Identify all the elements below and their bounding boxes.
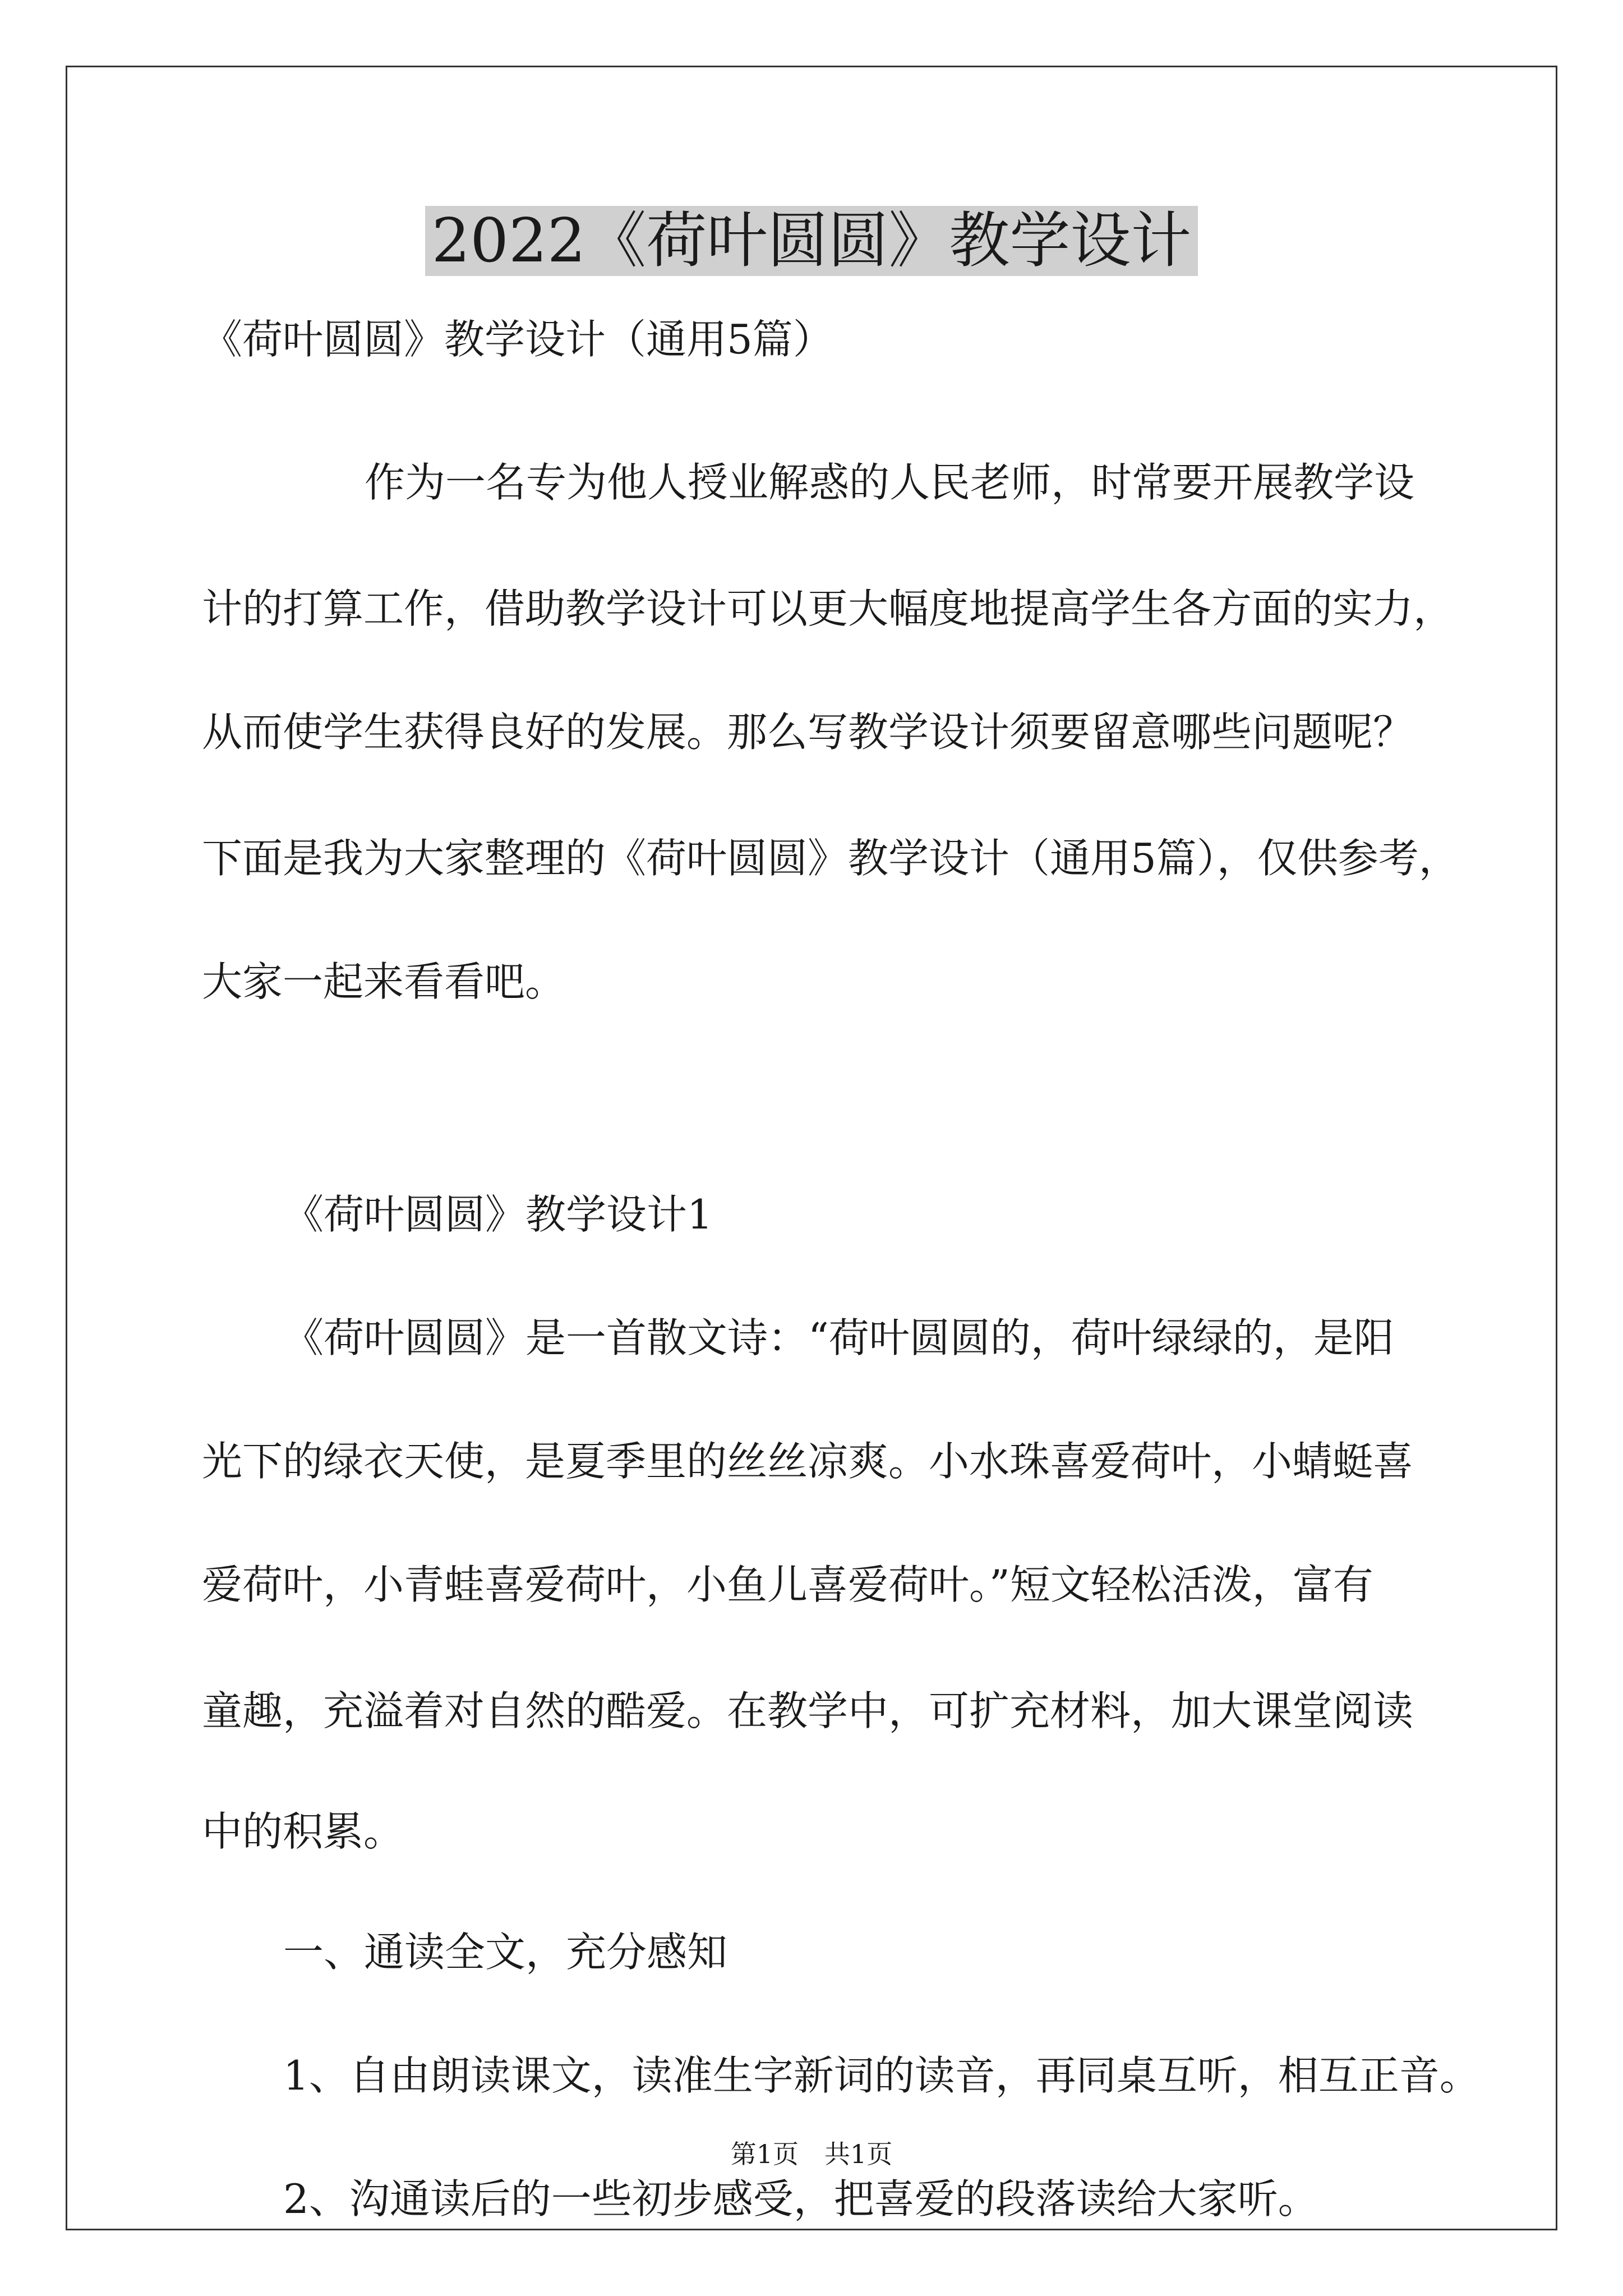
body-line: 光下的绿衣天使，是夏季里的丝丝凉爽。小水珠喜爱荷叶，小蜻蜓喜	[202, 1438, 1414, 1485]
section-heading: 《荷叶圆圆》教学设计1	[283, 1191, 713, 1238]
page-border	[66, 66, 1557, 2230]
step-item: 1、自由朗读课文，读准生字新词的读音，再同桌互听，相互正音。	[283, 2052, 1480, 2099]
document-title-text: 2022《荷叶圆圆》教学设计	[425, 206, 1198, 276]
intro-line: 下面是我为大家整理的《荷叶圆圆》教学设计（通用5篇），仅供参考，	[202, 835, 1459, 882]
body-line: 童趣，充溢着对自然的酷爱。在教学中，可扩充材料，加大课堂阅读	[202, 1687, 1414, 1734]
document-subtitle: 《荷叶圆圆》教学设计（通用5篇）	[202, 316, 833, 363]
page-footer: 第1页 共1页	[730, 2139, 893, 2169]
body-line: 《荷叶圆圆》是一首散文诗：“荷叶圆圆的，荷叶绿绿的，是阳	[283, 1314, 1394, 1361]
body-line: 中的积累。	[202, 1808, 404, 1855]
body-line: 爱荷叶，小青蛙喜爱荷叶，小鱼儿喜爱荷叶。”短文轻松活泼，富有	[202, 1561, 1373, 1608]
intro-line: 从而使学生获得良好的发展。那么写教学设计须要留意哪些问题呢？	[202, 708, 1414, 756]
intro-line: 计的打算工作，借助教学设计可以更大幅度地提高学生各方面的实力，	[202, 585, 1454, 632]
step-heading: 一、通读全文，充分感知	[283, 1929, 728, 1976]
intro-line: 作为一名专为他人授业解惑的人民老师，时常要开展教学设	[365, 459, 1415, 506]
document-title	[0, 202, 1623, 280]
intro-line: 大家一起来看看吧。	[202, 958, 566, 1005]
step-item: 2、沟通读后的一些初步感受，把喜爱的段落读给大家听。	[283, 2175, 1318, 2223]
